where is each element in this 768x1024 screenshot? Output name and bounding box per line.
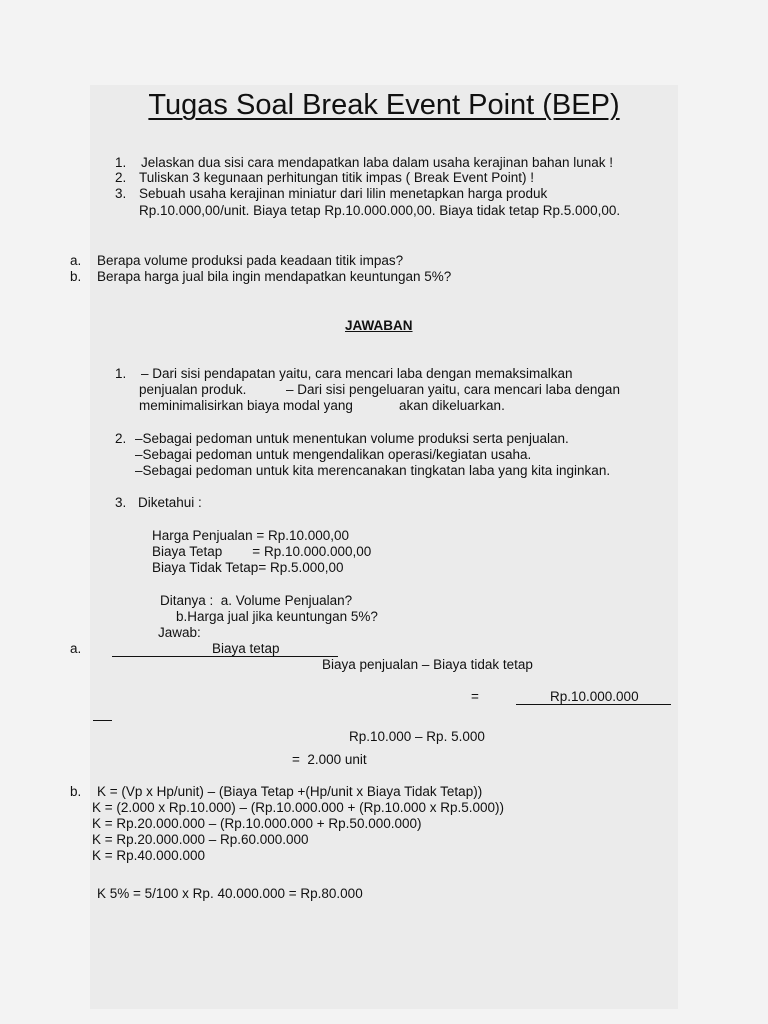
answer-heading: JAWABAN [345, 318, 413, 333]
answer-2-item-2: –Sebagai pedoman untuk mengendalikan operasi/kegiatan usaha. [135, 447, 532, 462]
calc-a-value-numerator: Rp.10.000.000 [550, 689, 639, 704]
question-3-text: Sebuah usaha kerajinan miniatur dari lilin menetapkan harga produk [139, 186, 548, 201]
calc-b-line-1: K = (Vp x Hp/unit) – (Biaya Tetap +(Hp/unit x Biaya Tidak Tetap)) [97, 784, 483, 799]
known-selling-price: Harga Penjualan = Rp.10.000,00 [152, 528, 350, 543]
answer-3-number: 3. [115, 495, 127, 510]
document-title: Tugas Soal Break Event Point (BEP) [148, 89, 620, 121]
sub-question-b-text: Berapa harga jual bila ingin mendapatkan keuntungan 5%? [97, 269, 452, 284]
answer-1-line-2b: – Dari sisi pengeluaran yaitu, cara mencari laba dengan [286, 382, 620, 397]
calc-a-equals: = [471, 689, 479, 704]
question-1-text: Jelaskan dua sisi cara mendapatkan laba dalam usaha kerajinan bahan lunak ! [141, 155, 614, 170]
calc-b-line-5: K = Rp.40.000.000 [92, 848, 205, 863]
calc-b-k5: K 5% = 5/100 x Rp. 40.000.000 = Rp.80.000 [97, 886, 363, 901]
calc-a-letter: a. [70, 641, 82, 656]
answer-label: Jawab: [158, 625, 201, 640]
calc-b-line-4: K = Rp.20.000.000 – Rp.60.000.000 [92, 832, 309, 847]
known-label: Diketahui : [138, 495, 202, 510]
calc-b-line-3: K = Rp.20.000.000 – (Rp.10.000.000 + Rp.50.000.000) [92, 816, 422, 831]
answer-1-line-2a: penjualan produk. [139, 382, 247, 397]
calc-b-line-2: K = (2.000 x Rp.10.000) – (Rp.10.000.000 + (Rp.10.000 x Rp.5.000)) [92, 800, 505, 815]
calc-a-numerator: Biaya tetap [212, 641, 280, 656]
calc-b-letter: b. [70, 784, 82, 799]
answer-1-line-3a: meminimalisirkan biaya modal yang [139, 398, 353, 413]
asked-b: b.Harga jual jika keuntungan 5%? [176, 609, 378, 624]
calc-a-denominator: Biaya penjualan – Biaya tidak tetap [322, 657, 533, 672]
asked-label: Ditanya : a. Volume Penjualan? [160, 593, 353, 608]
calc-a-value-denominator: Rp.10.000 – Rp. 5.000 [349, 729, 485, 744]
sub-question-a-text: Berapa volume produksi pada keadaan titik impas? [97, 253, 404, 268]
answer-2-number: 2. [115, 431, 127, 446]
known-fixed-cost: Biaya Tetap = Rp.10.000.000,00 [152, 544, 372, 559]
question-2-text: Tuliskan 3 kegunaan perhitungan titik impas ( Break Event Point) ! [139, 170, 534, 185]
question-1-number: 1. [115, 155, 127, 170]
question-3-continuation: Rp.10.000,00/unit. Biaya tetap Rp.10.000.000,00. Biaya tidak tetap Rp.5.000,00. [139, 203, 621, 218]
calc-a-result: = 2.000 unit [292, 752, 367, 767]
answer-2-item-1: –Sebagai pedoman untuk menentukan volume produksi serta penjualan. [135, 431, 569, 446]
question-2-number: 2. [115, 170, 127, 185]
known-variable-cost: Biaya Tidak Tetap= Rp.5.000,00 [152, 560, 344, 575]
answer-1-number: 1. [115, 366, 127, 381]
sub-question-a-letter: a. [70, 253, 82, 268]
fraction-line-2-continuation [93, 720, 112, 721]
answer-1-line-1: – Dari sisi pendapatan yaitu, cara mencari laba dengan memaksimalkan [141, 366, 573, 381]
answer-2-item-3: –Sebagai pedoman untuk kita merencanakan tingkatan laba yang kita inginkan. [135, 463, 611, 478]
sub-question-b-letter: b. [70, 269, 82, 284]
question-3-number: 3. [115, 186, 127, 201]
answer-1-line-3b: akan dikeluarkan. [399, 398, 505, 413]
